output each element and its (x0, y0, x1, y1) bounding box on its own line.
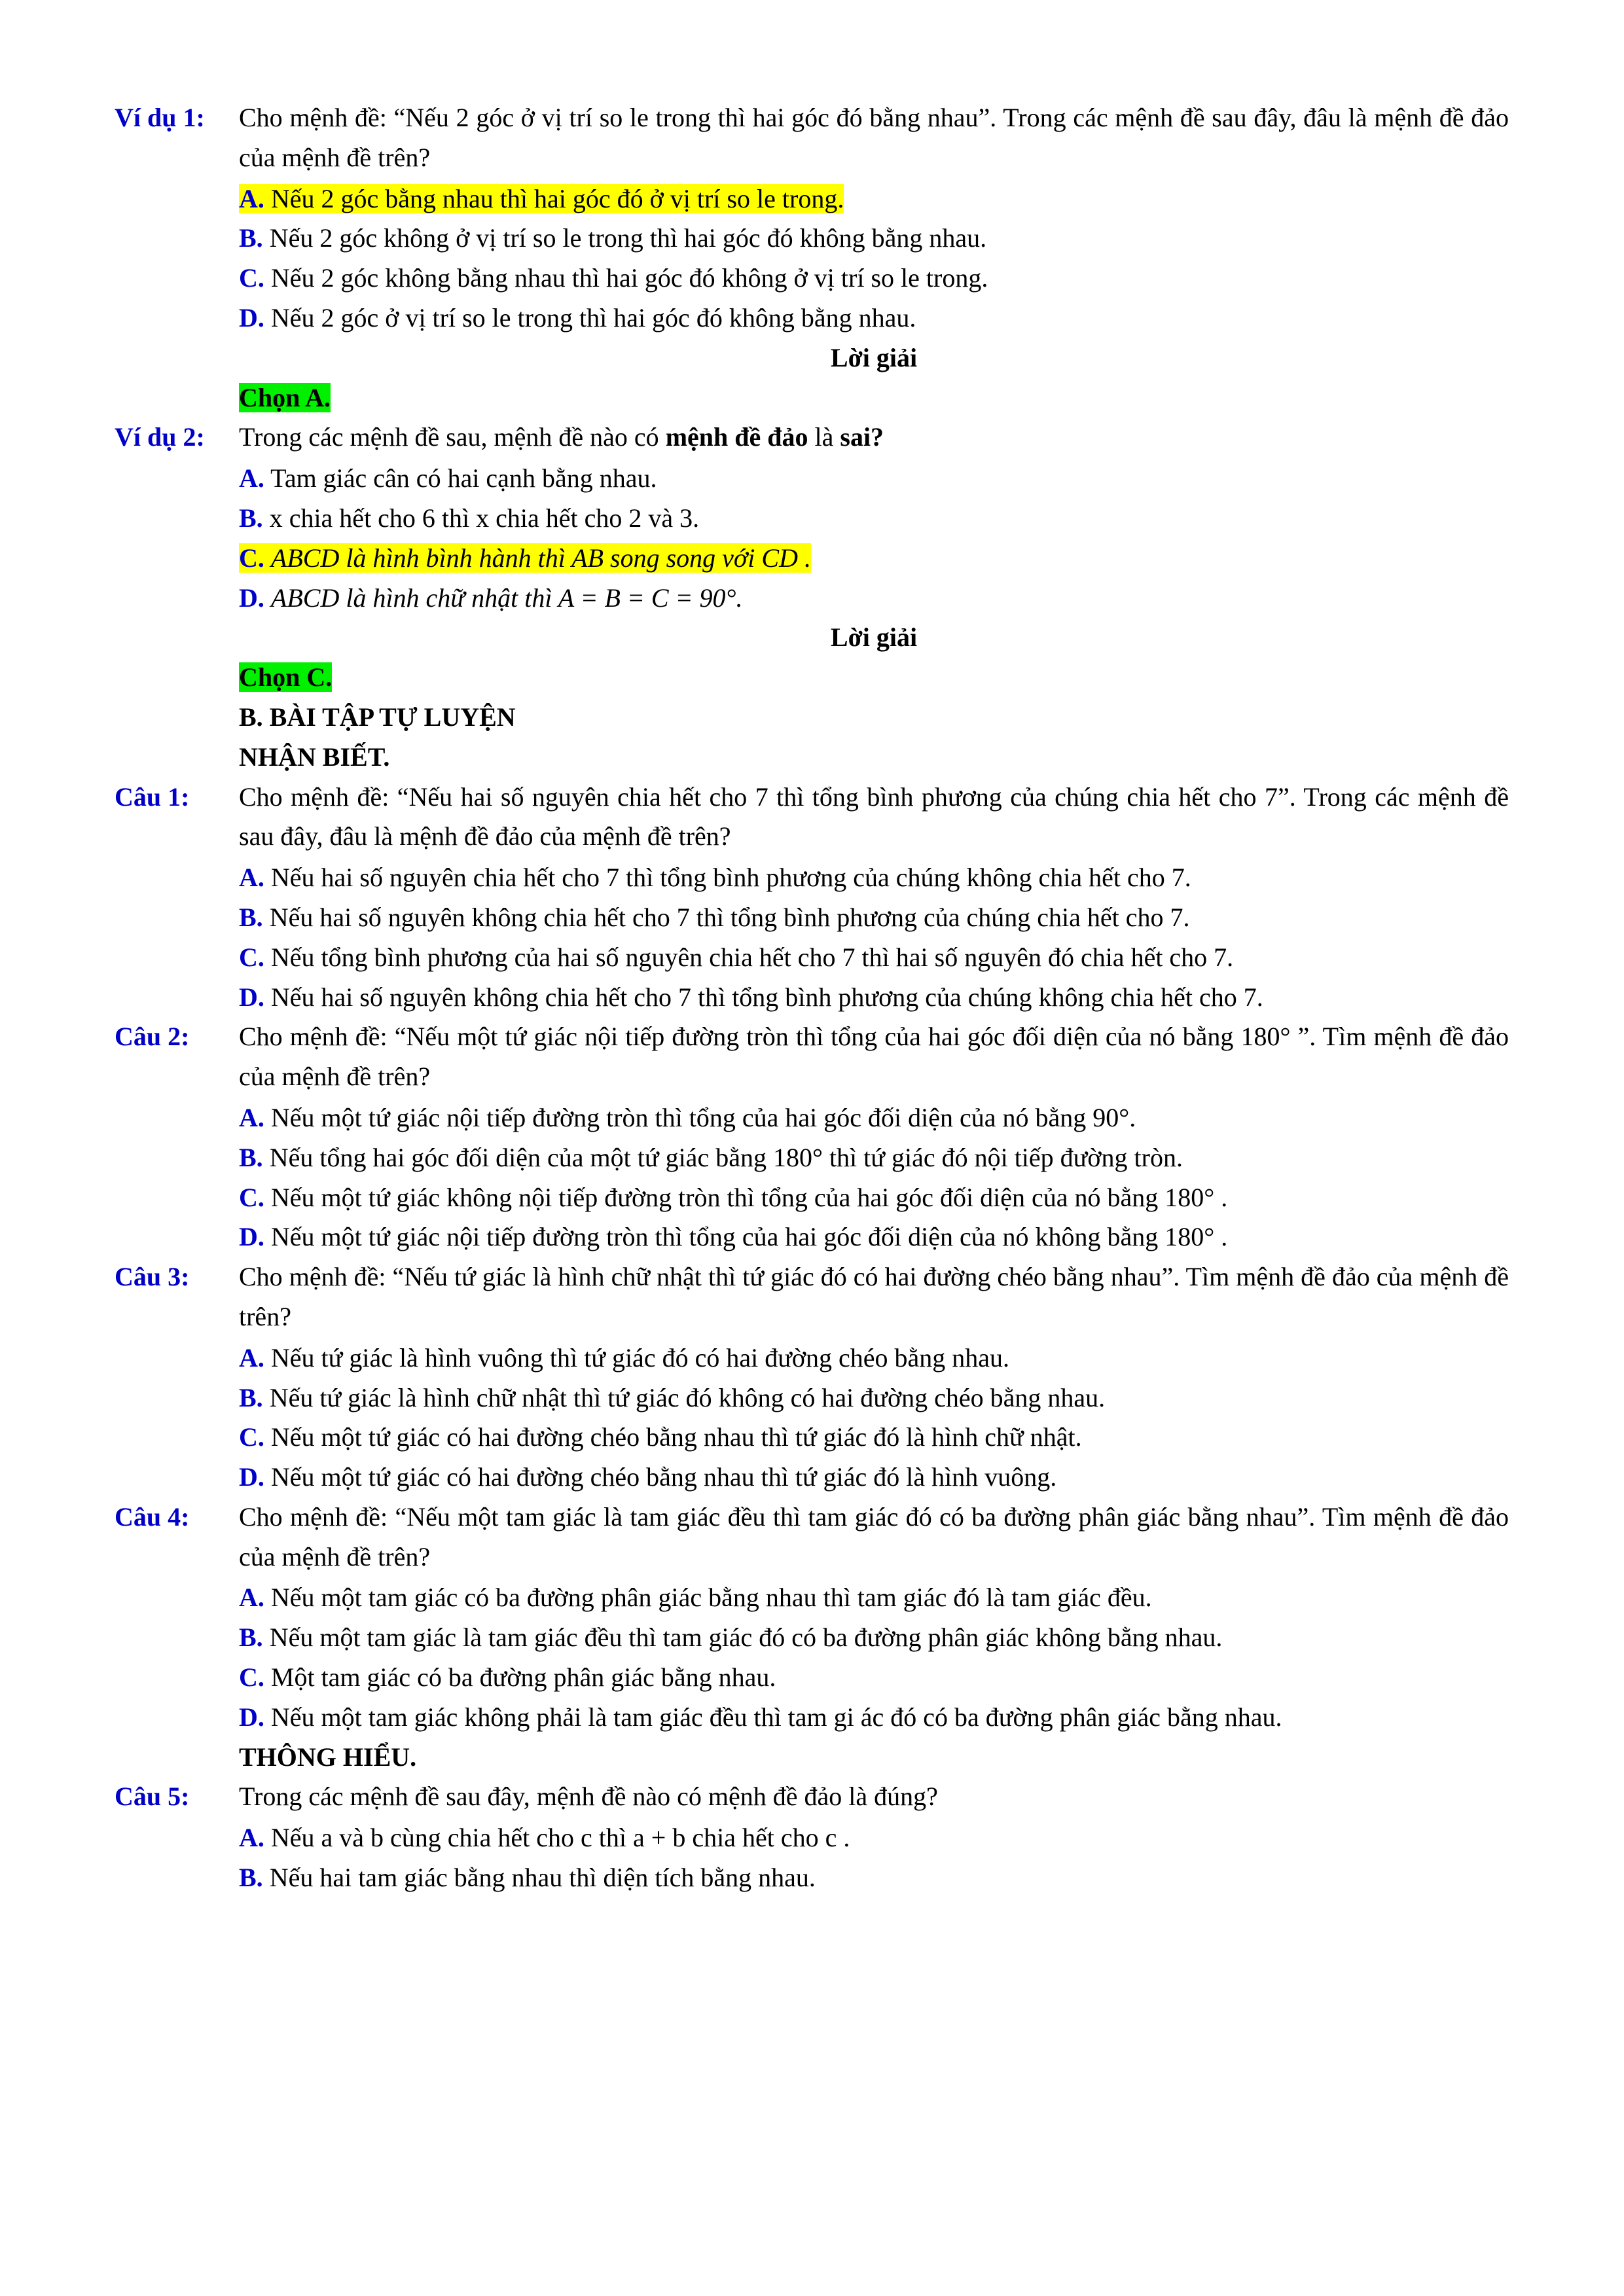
example-1-solution-heading: Lời giải (830, 342, 918, 372)
question-2-choice-c (239, 1178, 1509, 1218)
choice-text: Nếu tứ giác là hình vuông thì tứ giác đó có hai đường chéo bằng nhau. (270, 1342, 1010, 1372)
question-1-choice-b (239, 898, 1509, 938)
question-4-choice-d (239, 1698, 1509, 1738)
question-3-choice-c (239, 1418, 1509, 1458)
choice-text: Nếu một tứ giác nội tiếp đường tròn thì tổng của hai góc đối diện của nó bằng 90°. (270, 1102, 1136, 1132)
example-2-choice-c (239, 539, 1509, 579)
choice-text: Nếu một tam giác không phải là tam giác đều thì tam gi ác đó có ba đường phân giác bằng nhau. (270, 1702, 1282, 1732)
choice-text: ABCD là hình chữ nhật thì A = B = C = 90°. (270, 583, 743, 613)
choice-letter: D. (239, 583, 264, 613)
question-1-row (115, 778, 1509, 857)
choice-text: Nếu tứ giác là hình chữ nhật thì tứ giác đó không có hai đường chéo bằng nhau. (269, 1382, 1106, 1412)
question-2-label: Câu 2: (115, 1022, 190, 1052)
example-1-choice-b (239, 219, 1509, 259)
question-5-row (115, 1777, 1509, 1817)
example-2-prompt (239, 418, 1509, 457)
choice-letter: A. (239, 1342, 264, 1372)
choice-text: Nếu một tam giác là tam giác đều thì tam giác đó có ba đường phân giác không bằng nhau. (269, 1623, 1223, 1653)
example-2-row (115, 418, 1509, 457)
choice-letter: A. (239, 1102, 264, 1132)
choice-text: Nếu một tứ giác có hai đường chéo bằng nhau thì tứ giác đó là hình vuông. (270, 1462, 1057, 1492)
question-3-row (115, 1257, 1509, 1337)
choice-letter: D. (239, 1222, 264, 1252)
choice-letter: C. (239, 1662, 264, 1693)
choice-text: Nếu một tứ giác có hai đường chéo bằng nhau thì tứ giác đó là hình chữ nhật. (270, 1422, 1082, 1452)
choice-letter: D. (239, 1462, 264, 1492)
question-5-choice-b (239, 1858, 1509, 1898)
question-2-choice-a (239, 1098, 1509, 1138)
question-3-prompt: Cho mệnh đề: “Nếu tứ giác là hình chữ nhật thì tứ giác đó có hai đường chéo bằng nhau”. Tìm mệnh đề đảo của mệnh đề trên? (239, 1262, 1509, 1331)
section-heading: B. BÀI TẬP TỰ LUYỆN (239, 702, 516, 732)
example-1-label: Ví dụ 1: (115, 103, 205, 132)
example-2-answer-text: Chọn C. (239, 662, 333, 692)
example-2-choice-a (239, 459, 1509, 499)
question-1-choice-a (239, 858, 1509, 898)
choice-letter: A. (239, 1823, 264, 1853)
choice-text: Nếu tổng hai góc đối diện của một tứ giác bằng 180° thì tứ giác đó nội tiếp đường tròn. (269, 1142, 1183, 1172)
question-2-row (115, 1017, 1509, 1097)
question-4-choice-b (239, 1618, 1509, 1658)
choice-text: Nếu 2 góc không bằng nhau thì hai góc đó không ở vị trí so le trong. (270, 263, 988, 293)
question-1-choice-d (239, 978, 1509, 1018)
example-1-choice-a (239, 179, 1509, 219)
example-1-answer-text: Chọn A. (239, 382, 331, 412)
choice-letter: A. (239, 1583, 264, 1613)
question-4-row (115, 1498, 1509, 1577)
choice-letter: C. (239, 1422, 264, 1452)
question-1-prompt: Cho mệnh đề: “Nếu hai số nguyên chia hết cho 7 thì tổng bình phương của chúng chia hết cho 7”. Trong các mệnh đề sau đây, đâu là mệnh đề đảo của mệnh đề trên? (239, 781, 1509, 852)
example-2-choice-d (239, 579, 1509, 619)
choice-text: Nếu một tứ giác nội tiếp đường tròn thì tổng của hai góc đối diện của nó không bằng 180° . (270, 1222, 1228, 1252)
choice-letter: C. (239, 1182, 264, 1212)
question-5-prompt: Trong các mệnh đề sau đây, mệnh đề nào có mệnh đề đảo là đúng? (239, 1782, 938, 1812)
choice-text: Nếu 2 góc bằng nhau thì hai góc đó ở vị trí so le trong. (270, 183, 844, 213)
subsection-heading-nhan-biet: NHẬN BIẾT. (239, 742, 390, 772)
question-1-choice-c (239, 938, 1509, 978)
choice-text: Nếu hai số nguyên không chia hết cho 7 thì tổng bình phương của chúng không chia hết cho 7. (270, 982, 1263, 1012)
example-2-label: Ví dụ 2: (115, 422, 205, 452)
choice-text: Nếu một tam giác có ba đường phân giác bằng nhau thì tam giác đó là tam giác đều. (270, 1583, 1152, 1613)
choice-letter: C. (239, 942, 264, 972)
choice-text: Nếu hai số nguyên chia hết cho 7 thì tổng bình phương của chúng không chia hết cho 7. (270, 863, 1191, 893)
example-1-prompt: Cho mệnh đề: “Nếu 2 góc ở vị trí so le trong thì hai góc đó bằng nhau”. Trong các mệnh đề sau đây, đâu là mệnh đề đảo của mệnh đề trên? (239, 103, 1509, 172)
choice-text: Nếu a và b cùng chia hết cho c thì a + b chia hết cho c . (270, 1823, 850, 1853)
choice-text: ABCD là hình bình hành thì AB song song với CD . (270, 543, 811, 573)
example-1-choice-c (239, 259, 1509, 298)
choice-text: Nếu hai tam giác bằng nhau thì diện tích bằng nhau. (269, 1863, 816, 1893)
example-2-answer (239, 658, 1509, 698)
question-4-label: Câu 4: (115, 1501, 190, 1532)
question-3-choice-d (239, 1458, 1509, 1498)
example-2-solution-heading: Lời giải (830, 622, 918, 653)
question-3-choice-b (239, 1378, 1509, 1418)
question-4-choice-c (239, 1658, 1509, 1698)
choice-letter: B. (239, 1623, 263, 1653)
example-2-prompt-part1: Trong các mệnh đề sau, mệnh đề nào có (239, 422, 666, 452)
choice-letter: C. (239, 263, 264, 293)
choice-letter: A. (239, 463, 264, 493)
question-1-label: Câu 1: (115, 781, 190, 812)
example-1-row (115, 98, 1509, 178)
question-3-label: Câu 3: (115, 1262, 190, 1292)
example-2-prompt-strong1: mệnh đề đảo (665, 422, 808, 452)
choice-text: Tam giác cân có hai cạnh bằng nhau. (270, 463, 657, 493)
document-content (115, 98, 1509, 1898)
subsection-heading-thong-hieu: THÔNG HIỂU. (239, 1742, 417, 1772)
choice-letter: B. (239, 1382, 263, 1412)
choice-text: Nếu tổng bình phương của hai số nguyên chia hết cho 7 thì hai số nguyên đó chia hết cho 7. (270, 942, 1234, 972)
choice-letter: B. (239, 1863, 263, 1893)
question-2-choice-b (239, 1138, 1509, 1178)
choice-letter: A. (239, 183, 264, 213)
question-4-choice-a (239, 1578, 1509, 1618)
choice-text: x chia hết cho 6 thì x chia hết cho 2 và 3. (269, 503, 700, 533)
choice-text: Nếu hai số nguyên không chia hết cho 7 thì tổng bình phương của chúng chia hết cho 7. (269, 902, 1190, 932)
choice-letter: C. (239, 543, 264, 573)
question-3-choice-a (239, 1338, 1509, 1378)
choice-letter: B. (239, 1142, 263, 1172)
example-1-choice-d (239, 298, 1509, 338)
example-1-answer (239, 378, 1509, 418)
choice-letter: A. (239, 863, 264, 893)
choice-letter: D. (239, 1702, 264, 1732)
choice-text: Nếu 2 góc ở vị trí so le trong thì hai góc đó không bằng nhau. (270, 302, 916, 332)
choice-letter: B. (239, 902, 263, 932)
example-2-prompt-strong2: sai? (840, 422, 884, 452)
example-2-prompt-part2: là (808, 422, 840, 452)
question-5-label: Câu 5: (115, 1782, 190, 1812)
choice-text: Nếu 2 góc không ở vị trí so le trong thì hai góc đó không bằng nhau. (269, 223, 987, 253)
choice-text: Một tam giác có ba đường phân giác bằng nhau. (270, 1662, 776, 1693)
question-2-prompt: Cho mệnh đề: “Nếu một tứ giác nội tiếp đường tròn thì tổng của hai góc đối diện của nó bằng 180° ”. Tìm mệnh đề đảo của mệnh đề trên? (239, 1022, 1509, 1092)
choice-text: Nếu một tứ giác không nội tiếp đường tròn thì tổng của hai góc đối diện của nó bằng 180° . (270, 1182, 1228, 1212)
choice-letter: B. (239, 223, 263, 253)
choice-letter: D. (239, 982, 264, 1012)
question-4-prompt: Cho mệnh đề: “Nếu một tam giác là tam giác đều thì tam giác đó có ba đường phân giác bằng nhau”. Tìm mệnh đề đảo của mệnh đề trên? (239, 1501, 1509, 1571)
example-2-choice-b (239, 499, 1509, 539)
question-5-choice-a (239, 1818, 1509, 1858)
question-2-choice-d (239, 1217, 1509, 1257)
choice-letter: B. (239, 503, 263, 533)
choice-letter: D. (239, 302, 264, 332)
